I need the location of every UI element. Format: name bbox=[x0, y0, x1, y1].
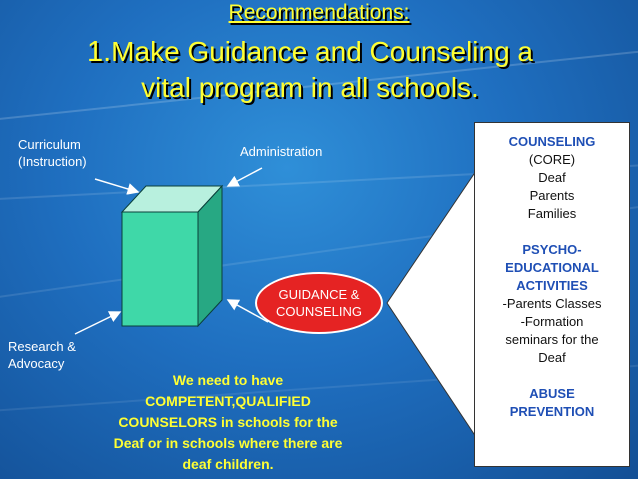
research-arrow bbox=[75, 312, 120, 334]
note-line: We need to have bbox=[172, 372, 284, 388]
note-line: COUNSELORS in schools for the bbox=[118, 414, 338, 430]
research-label-line-1: Research & bbox=[8, 339, 76, 354]
psycho-item: seminars for the bbox=[505, 332, 599, 347]
curriculum-label-line-1: Curriculum bbox=[18, 137, 81, 152]
counseling-item: Parents bbox=[529, 188, 575, 203]
counseling-title: COUNSELING bbox=[508, 134, 596, 149]
competent-counselors-note bbox=[78, 370, 378, 475]
psycho-item: -Parents Classes bbox=[502, 296, 602, 311]
services-panel bbox=[474, 122, 630, 467]
cube-icon bbox=[122, 186, 222, 326]
note-line: deaf children. bbox=[182, 456, 274, 472]
callout-arrow bbox=[387, 168, 478, 440]
psycho-item: Deaf bbox=[538, 350, 566, 365]
guidance-counseling-line-2: COUNSELING bbox=[276, 304, 362, 319]
title-line-2: vital program in all schools. bbox=[141, 72, 479, 103]
note-line: COMPETENT,QUALIFIED bbox=[145, 393, 311, 409]
psycho-title: EDUCATIONAL bbox=[505, 260, 599, 275]
research-label-line-2: Advocacy bbox=[8, 356, 65, 371]
psycho-title: PSYCHO- bbox=[522, 242, 582, 257]
recommendations-heading: Recommendations: bbox=[228, 1, 410, 24]
title-line-1-text: Make Guidance and Counseling a bbox=[111, 36, 534, 67]
psycho-title: ACTIVITIES bbox=[516, 278, 588, 293]
counseling-item: (CORE) bbox=[528, 152, 576, 167]
psycho-item: -Formation bbox=[520, 314, 584, 329]
abuse-title: PREVENTION bbox=[509, 404, 595, 419]
title-number: 1. bbox=[86, 36, 112, 68]
administration-arrow bbox=[228, 168, 262, 186]
guidance-counseling-line-1: GUIDANCE & bbox=[278, 287, 360, 302]
note-line: Deaf or in schools where there are bbox=[113, 435, 343, 451]
curriculum-label-line-2: (Instruction) bbox=[18, 154, 87, 169]
counseling-item: Deaf bbox=[538, 170, 566, 185]
guidance-counseling-ellipse bbox=[255, 272, 383, 334]
administration-label: Administration bbox=[240, 144, 323, 159]
counseling-item: Families bbox=[527, 206, 577, 221]
curriculum-arrow bbox=[95, 179, 138, 192]
abuse-title: ABUSE bbox=[529, 386, 575, 401]
